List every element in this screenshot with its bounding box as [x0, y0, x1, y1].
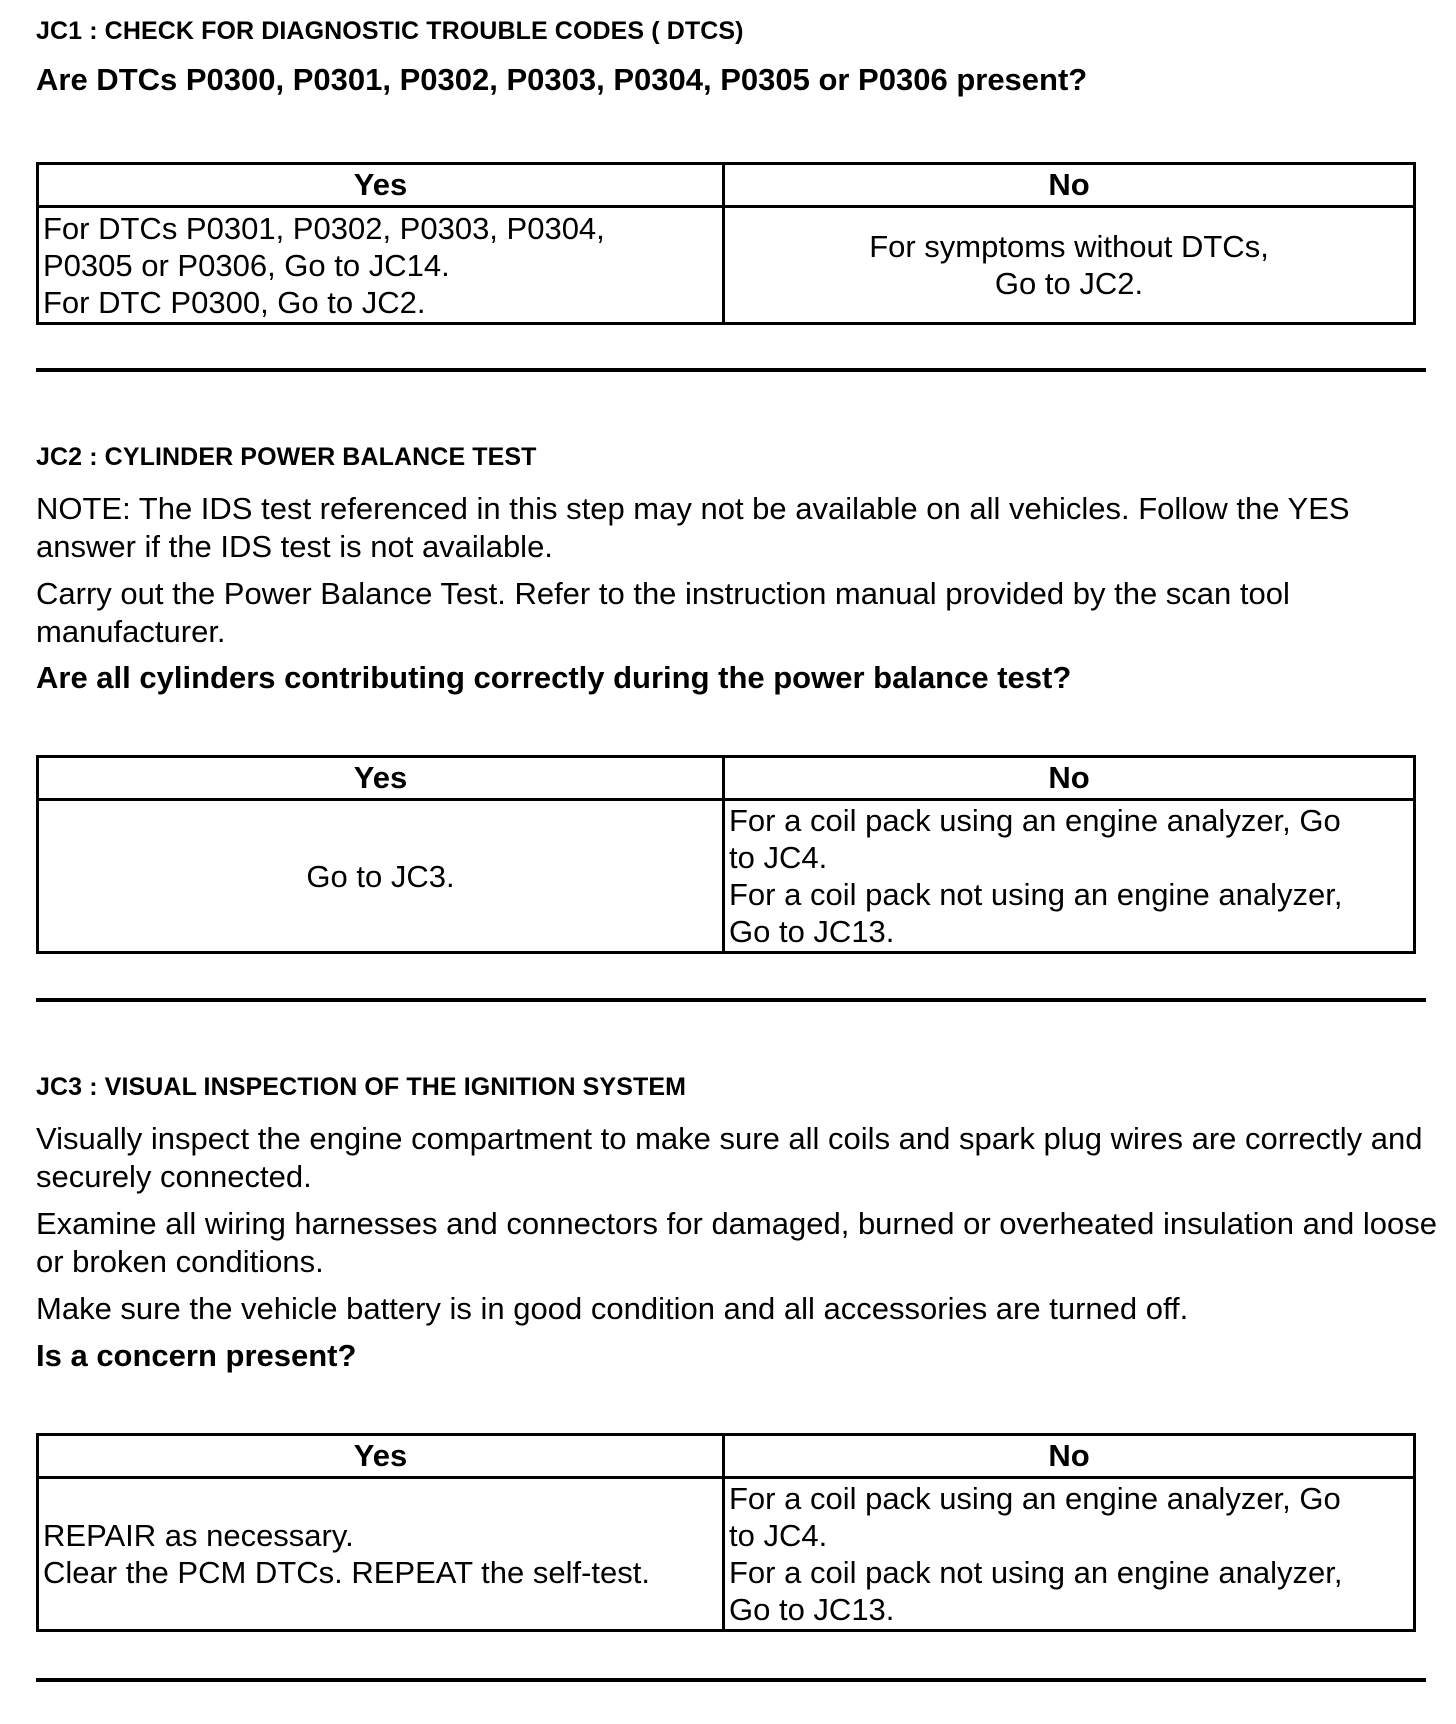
- table-body-row: [39, 801, 1413, 951]
- yes-cell: [39, 801, 725, 951]
- table-header-row: [39, 1436, 1413, 1479]
- jc3-paragraph: Visually inspect the engine compartment to make sure all coils and spark plug wires are correctly and securely connected.: [36, 1121, 1423, 1194]
- yes-header: Yes: [39, 1436, 725, 1476]
- no-line: to JC4.: [729, 840, 828, 875]
- section-divider: [36, 368, 1426, 372]
- yes-line: REPAIR as necessary.: [43, 1518, 354, 1553]
- no-cell: [725, 1479, 1413, 1629]
- no-line: For a coil pack not using an engine analyzer,: [729, 877, 1343, 912]
- no-line: Go to JC2.: [994, 266, 1144, 301]
- jc2-instruction: Carry out the Power Balance Test. Refer to the instruction manual provided by the scan tool manufacturer.: [36, 576, 1290, 649]
- no-header: No: [1048, 760, 1090, 795]
- jc1-decision-table: [36, 162, 1416, 325]
- no-line: For a coil pack using an engine analyzer, Go: [729, 1481, 1341, 1516]
- jc3-paragraph: Examine all wiring harnesses and connectors for damaged, burned or overheated insulation and loose or broken conditions.: [36, 1206, 1438, 1279]
- no-line: For symptoms without DTCs,: [869, 229, 1269, 264]
- section-divider: [36, 998, 1426, 1002]
- table-header-row: [39, 165, 1413, 208]
- table-header-row: [39, 758, 1413, 801]
- yes-line: Clear the PCM DTCs. REPEAT the self-test.: [43, 1555, 650, 1590]
- yes-cell: [39, 208, 725, 322]
- table-body-row: [39, 208, 1413, 322]
- jc2-question: Are all cylinders contributing correctly during the power balance test?: [36, 660, 1072, 695]
- jc2-note: NOTE: The IDS test referenced in this step may not be available on all vehicles. Follow the YES answer if the IDS test is not available.: [36, 491, 1350, 564]
- yes-header: Yes: [39, 165, 725, 205]
- jc3-title: JC3 : VISUAL INSPECTION OF THE IGNITION SYSTEM: [36, 1073, 687, 1101]
- no-line: For a coil pack using an engine analyzer, Go: [729, 803, 1341, 838]
- jc3-decision-table: [36, 1433, 1416, 1632]
- yes-line: P0305 or P0306, Go to JC14.: [43, 247, 450, 283]
- no-line: to JC4.: [729, 1518, 828, 1553]
- jc1-title: JC1 : CHECK FOR DIAGNOSTIC TROUBLE CODES ( DTCS): [36, 17, 744, 45]
- no-line: Go to JC13.: [729, 914, 895, 949]
- no-header: No: [1048, 1438, 1090, 1473]
- no-header: No: [1048, 167, 1090, 202]
- yes-line: Go to JC3.: [306, 858, 455, 894]
- yes-header: Yes: [39, 758, 725, 798]
- section-divider: [36, 1678, 1426, 1682]
- jc3-paragraph: Make sure the vehicle battery is in good condition and all accessories are turned off.: [36, 1291, 1189, 1326]
- jc2-title: JC2 : CYLINDER POWER BALANCE TEST: [36, 443, 537, 471]
- yes-line: For DTCs P0301, P0302, P0303, P0304,: [43, 210, 605, 246]
- yes-cell: [39, 1479, 725, 1629]
- jc1-question: Are DTCs P0300, P0301, P0302, P0303, P0304, P0305 or P0306 present?: [36, 62, 1088, 97]
- jc2-decision-table: [36, 755, 1416, 954]
- table-body-row: [39, 1479, 1413, 1629]
- no-line: Go to JC13.: [729, 1592, 895, 1627]
- no-line: For a coil pack not using an engine analyzer,: [729, 1555, 1343, 1590]
- no-cell: [725, 801, 1413, 951]
- jc3-question: Is a concern present?: [36, 1338, 357, 1373]
- no-cell: [725, 208, 1413, 322]
- yes-line: For DTC P0300, Go to JC2.: [43, 284, 426, 320]
